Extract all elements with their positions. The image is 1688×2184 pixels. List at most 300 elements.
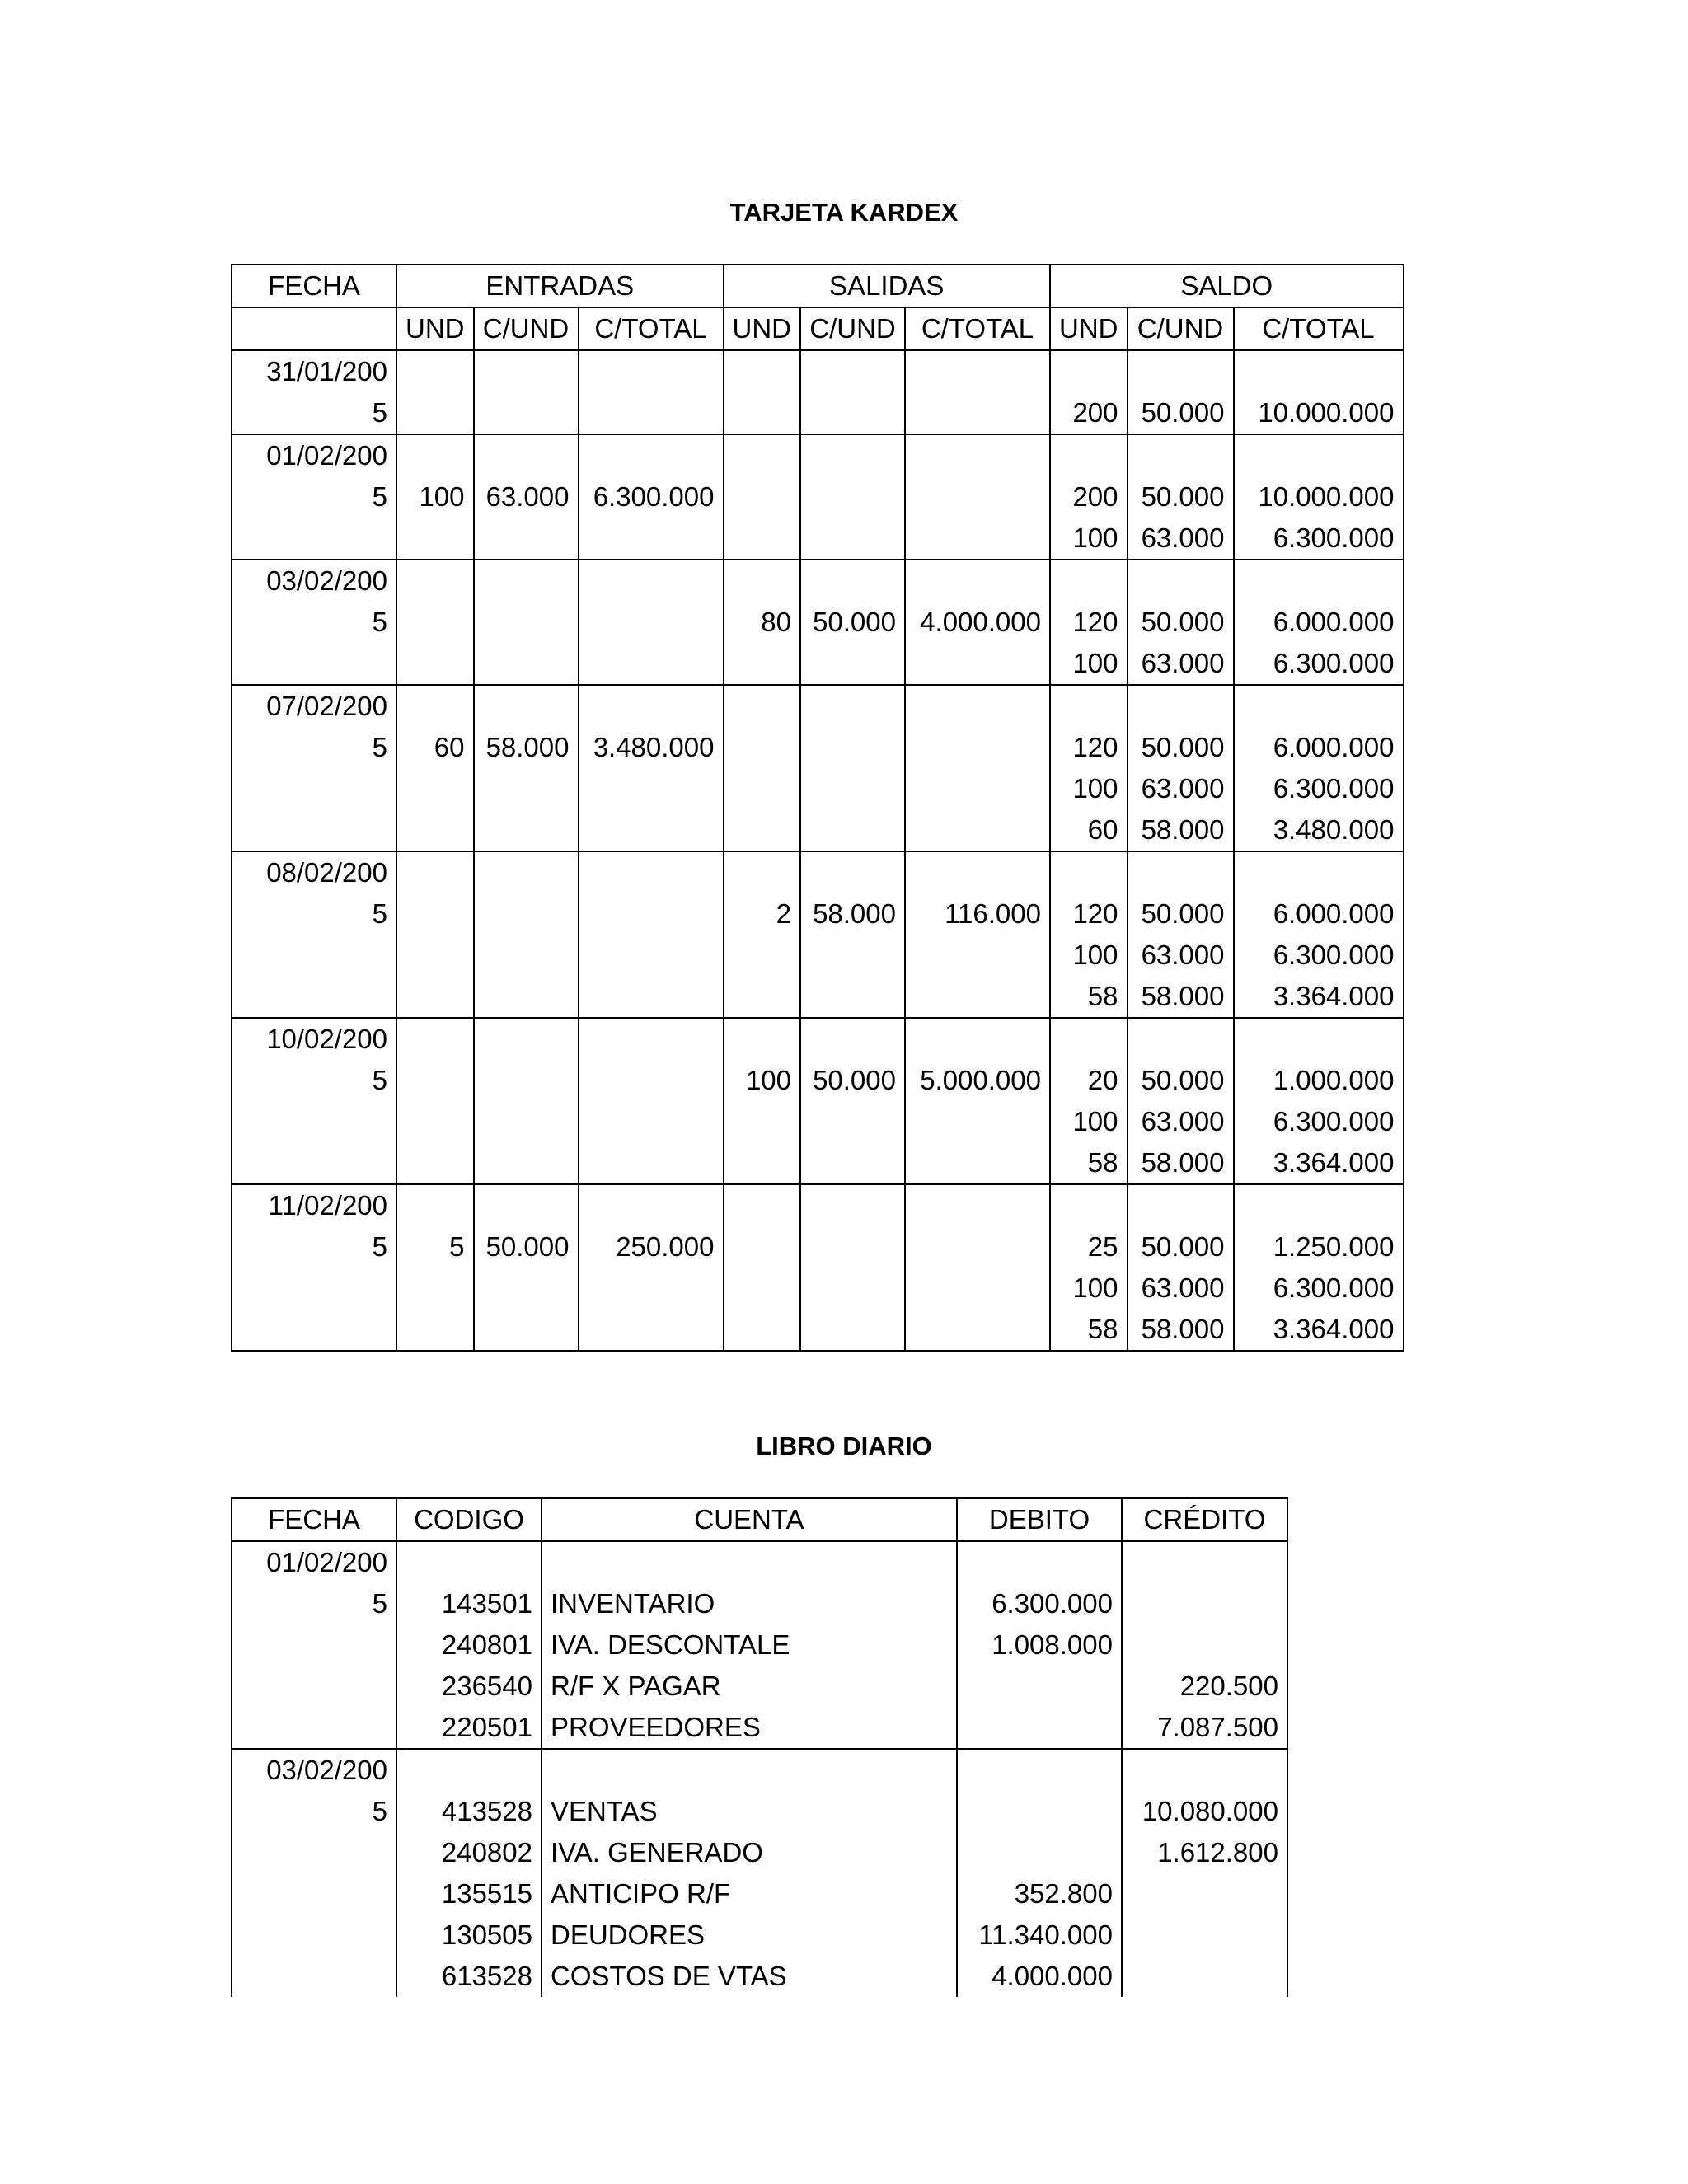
kardex-subheader-salidas-cund: C/UND [800, 307, 905, 350]
saldo-ctotal: 10.000.000 [1234, 392, 1404, 434]
saldo-cund: 50.000 [1128, 392, 1234, 434]
kardex-cell-empty [905, 1018, 1050, 1060]
kardex-row [232, 643, 1404, 685]
kardex-date: 5 [232, 1226, 396, 1268]
diario-date: 03/02/200 [232, 1749, 396, 1791]
kardex-cell-empty [800, 350, 905, 392]
entrada-ctotal: 250.000 [579, 1226, 724, 1268]
kardex-cell-empty [396, 935, 474, 976]
kardex-cell-empty [800, 1018, 905, 1060]
saldo-cund: 50.000 [1128, 602, 1234, 643]
kardex-date: 5 [232, 727, 396, 768]
diario-header-fecha: FECHA [232, 1498, 396, 1541]
kardex-cell-empty [579, 935, 724, 976]
kardex-date: 08/02/200 [232, 851, 396, 893]
diario-cuenta: COSTOS DE VTAS [542, 1956, 957, 1997]
diario-cuenta: VENTAS [542, 1791, 957, 1832]
kardex-cell-empty [1128, 851, 1234, 893]
kardex-date: 07/02/200 [232, 685, 396, 727]
salida-cund: 50.000 [800, 1060, 905, 1101]
saldo-und: 120 [1050, 602, 1128, 643]
kardex-cell-empty [232, 976, 396, 1018]
saldo-cund: 63.000 [1128, 518, 1234, 560]
diario-cell-empty [232, 1956, 396, 1997]
kardex-cell-empty [1050, 434, 1128, 476]
entrada-ctotal: 3.480.000 [579, 727, 724, 768]
diario-codigo: 240801 [396, 1624, 542, 1666]
diario-row [232, 1624, 1287, 1666]
saldo-ctotal: 1.000.000 [1234, 1060, 1404, 1101]
diario-row [232, 1749, 1287, 1791]
kardex-subheader-row [232, 307, 1404, 350]
kardex-cell-empty [1234, 350, 1404, 392]
entrada-und: 60 [396, 727, 474, 768]
diario-credito [1122, 1915, 1287, 1956]
kardex-cell-empty [724, 976, 801, 1018]
kardex-cell-empty [800, 1142, 905, 1184]
kardex-cell-empty [905, 809, 1050, 851]
diario-cuenta: PROVEEDORES [542, 1707, 957, 1749]
kardex-cell-empty [396, 1184, 474, 1226]
saldo-ctotal: 6.300.000 [1234, 935, 1404, 976]
saldo-cund: 50.000 [1128, 1226, 1234, 1268]
kardex-cell-empty [232, 1142, 396, 1184]
kardex-row [232, 809, 1404, 851]
diario-debito [957, 1666, 1122, 1707]
salida-ctotal [905, 476, 1050, 518]
kardex-cell-empty [232, 935, 396, 976]
kardex-row [232, 602, 1404, 643]
entrada-ctotal [579, 392, 724, 434]
saldo-und: 100 [1050, 1268, 1128, 1309]
saldo-und: 25 [1050, 1226, 1128, 1268]
salida-und [724, 392, 801, 434]
diario-credito [1122, 1873, 1287, 1915]
diario-date: 5 [232, 1583, 396, 1624]
kardex-cell-empty [474, 976, 579, 1018]
diario-debito: 1.008.000 [957, 1624, 1122, 1666]
kardex-row [232, 1184, 1404, 1226]
kardex-cell-empty [1234, 1184, 1404, 1226]
kardex-subheader-saldo-cund: C/UND [1128, 307, 1234, 350]
kardex-cell-empty [724, 768, 801, 809]
kardex-row [232, 1226, 1404, 1268]
diario-row [232, 1666, 1287, 1707]
diario-cell-empty [396, 1541, 542, 1583]
kardex-row [232, 935, 1404, 976]
saldo-cund: 50.000 [1128, 727, 1234, 768]
kardex-subheader-entradas-und: UND [396, 307, 474, 350]
kardex-cell-empty [474, 851, 579, 893]
kardex-cell-empty [232, 768, 396, 809]
diario-row [232, 1541, 1287, 1583]
kardex-row [232, 392, 1404, 434]
saldo-cund: 63.000 [1128, 935, 1234, 976]
kardex-cell-empty [905, 1184, 1050, 1226]
diario-cell-empty [1122, 1541, 1287, 1583]
kardex-row [232, 476, 1404, 518]
saldo-ctotal: 6.000.000 [1234, 893, 1404, 935]
saldo-ctotal: 6.300.000 [1234, 1101, 1404, 1142]
kardex-subheader-empty [232, 307, 396, 350]
kardex-cell-empty [396, 685, 474, 727]
saldo-ctotal: 6.000.000 [1234, 727, 1404, 768]
kardex-cell-empty [800, 1309, 905, 1351]
salida-cund: 58.000 [800, 893, 905, 935]
diario-credito [1122, 1583, 1287, 1624]
saldo-und: 60 [1050, 809, 1128, 851]
salida-und: 100 [724, 1060, 801, 1101]
kardex-cell-empty [800, 768, 905, 809]
kardex-row [232, 1018, 1404, 1060]
kardex-cell-empty [905, 518, 1050, 560]
kardex-row [232, 350, 1404, 392]
kardex-cell-empty [232, 1268, 396, 1309]
saldo-ctotal: 6.300.000 [1234, 643, 1404, 685]
kardex-row [232, 518, 1404, 560]
kardex-cell-empty [724, 434, 801, 476]
kardex-cell-empty [724, 685, 801, 727]
kardex-subheader-saldo-ctotal: C/TOTAL [1234, 307, 1404, 350]
diario-table [231, 1497, 1288, 1997]
kardex-cell-empty [1128, 560, 1234, 602]
kardex-date: 5 [232, 1060, 396, 1101]
kardex-row [232, 851, 1404, 893]
kardex-cell-empty [474, 1018, 579, 1060]
kardex-cell-empty [1234, 1018, 1404, 1060]
kardex-date: 11/02/200 [232, 1184, 396, 1226]
diario-cuenta: IVA. GENERADO [542, 1832, 957, 1873]
kardex-header-fecha: FECHA [232, 265, 396, 307]
diario-cuenta: ANTICIPO R/F [542, 1873, 957, 1915]
kardex-cell-empty [474, 1268, 579, 1309]
kardex-cell-empty [396, 350, 474, 392]
saldo-und: 200 [1050, 392, 1128, 434]
saldo-cund: 50.000 [1128, 476, 1234, 518]
salida-cund [800, 1226, 905, 1268]
saldo-ctotal: 3.364.000 [1234, 1309, 1404, 1351]
saldo-cund: 58.000 [1128, 1309, 1234, 1351]
kardex-date: 5 [232, 392, 396, 434]
diario-cell-empty [396, 1749, 542, 1791]
salida-cund [800, 476, 905, 518]
kardex-cell-empty [1128, 350, 1234, 392]
entrada-und: 100 [396, 476, 474, 518]
diario-row [232, 1707, 1287, 1749]
saldo-cund: 63.000 [1128, 1268, 1234, 1309]
entrada-ctotal: 6.300.000 [579, 476, 724, 518]
kardex-cell-empty [232, 1309, 396, 1351]
entrada-cund: 58.000 [474, 727, 579, 768]
entrada-ctotal [579, 602, 724, 643]
kardex-cell-empty [474, 768, 579, 809]
kardex-subheader-salidas-und: UND [724, 307, 801, 350]
kardex-cell-empty [1234, 685, 1404, 727]
kardex-cell-empty [396, 560, 474, 602]
kardex-cell-empty [905, 1268, 1050, 1309]
kardex-cell-empty [905, 560, 1050, 602]
kardex-cell-empty [724, 1184, 801, 1226]
salida-ctotal: 5.000.000 [905, 1060, 1050, 1101]
kardex-cell-empty [800, 1184, 905, 1226]
diario-date: 01/02/200 [232, 1541, 396, 1583]
diario-debito [957, 1707, 1122, 1749]
kardex-cell-empty [579, 1101, 724, 1142]
kardex-cell-empty [1050, 1184, 1128, 1226]
kardex-cell-empty [396, 1309, 474, 1351]
diario-cuenta: IVA. DESCONTALE [542, 1624, 957, 1666]
diario-codigo: 613528 [396, 1956, 542, 1997]
kardex-cell-empty [724, 935, 801, 976]
kardex-cell-empty [579, 976, 724, 1018]
saldo-cund: 58.000 [1128, 809, 1234, 851]
saldo-cund: 50.000 [1128, 1060, 1234, 1101]
kardex-date: 10/02/200 [232, 1018, 396, 1060]
salida-und: 2 [724, 893, 801, 935]
diario-codigo: 413528 [396, 1791, 542, 1832]
diario-credito: 10.080.000 [1122, 1791, 1287, 1832]
salida-ctotal [905, 1226, 1050, 1268]
kardex-cell-empty [474, 809, 579, 851]
diario-row [232, 1791, 1287, 1832]
kardex-cell-empty [1128, 685, 1234, 727]
kardex-cell-empty [724, 1142, 801, 1184]
kardex-row [232, 685, 1404, 727]
diario-credito [1122, 1956, 1287, 1997]
salida-ctotal: 116.000 [905, 893, 1050, 935]
kardex-date: 01/02/200 [232, 434, 396, 476]
kardex-cell-empty [905, 768, 1050, 809]
kardex-cell-empty [579, 518, 724, 560]
kardex-cell-empty [1234, 560, 1404, 602]
diario-credito [1122, 1624, 1287, 1666]
kardex-cell-empty [905, 976, 1050, 1018]
salida-cund [800, 392, 905, 434]
diario-cell-empty [1122, 1749, 1287, 1791]
diario-debito: 11.340.000 [957, 1915, 1122, 1956]
kardex-cell-empty [724, 809, 801, 851]
salida-und [724, 727, 801, 768]
kardex-cell-empty [474, 935, 579, 976]
kardex-cell-empty [905, 643, 1050, 685]
diario-cell-empty [232, 1873, 396, 1915]
diario-credito: 7.087.500 [1122, 1707, 1287, 1749]
kardex-cell-empty [232, 809, 396, 851]
saldo-ctotal: 3.364.000 [1234, 976, 1404, 1018]
salida-und: 80 [724, 602, 801, 643]
kardex-cell-empty [396, 1018, 474, 1060]
kardex-row [232, 1060, 1404, 1101]
kardex-cell-empty [800, 685, 905, 727]
kardex-cell-empty [905, 1309, 1050, 1351]
kardex-cell-empty [474, 1101, 579, 1142]
kardex-cell-empty [800, 434, 905, 476]
kardex-cell-empty [724, 1018, 801, 1060]
kardex-row [232, 893, 1404, 935]
diario-row [232, 1583, 1287, 1624]
kardex-row [232, 1309, 1404, 1351]
entrada-cund [474, 893, 579, 935]
diario-cell-empty [542, 1541, 957, 1583]
entrada-und [396, 392, 474, 434]
diario-cell-empty [232, 1666, 396, 1707]
kardex-cell-empty [800, 935, 905, 976]
salida-und [724, 1226, 801, 1268]
kardex-cell-empty [800, 1268, 905, 1309]
entrada-und: 5 [396, 1226, 474, 1268]
kardex-cell-empty [905, 1142, 1050, 1184]
diario-header-row [232, 1498, 1287, 1541]
saldo-ctotal: 6.300.000 [1234, 518, 1404, 560]
kardex-header-saldo: SALDO [1050, 265, 1404, 307]
diario-cell-empty [232, 1624, 396, 1666]
kardex-cell-empty [1050, 851, 1128, 893]
kardex-cell-empty [1050, 685, 1128, 727]
kardex-cell-empty [905, 851, 1050, 893]
kardex-cell-empty [579, 1184, 724, 1226]
kardex-cell-empty [905, 350, 1050, 392]
kardex-cell-empty [1050, 560, 1128, 602]
diario-date: 5 [232, 1791, 396, 1832]
kardex-cell-empty [800, 976, 905, 1018]
kardex-cell-empty [396, 434, 474, 476]
salida-cund: 50.000 [800, 602, 905, 643]
kardex-header-entradas: ENTRADAS [396, 265, 724, 307]
diario-credito: 220.500 [1122, 1666, 1287, 1707]
kardex-subheader-entradas-cund: C/UND [474, 307, 579, 350]
kardex-cell-empty [396, 1101, 474, 1142]
kardex-cell-empty [1234, 434, 1404, 476]
kardex-cell-empty [474, 1309, 579, 1351]
kardex-row [232, 976, 1404, 1018]
kardex-cell-empty [905, 935, 1050, 976]
kardex-cell-empty [474, 434, 579, 476]
entrada-cund [474, 1060, 579, 1101]
kardex-cell-empty [800, 851, 905, 893]
entrada-und [396, 602, 474, 643]
diario-row [232, 1956, 1287, 1997]
diario-cuenta: DEUDORES [542, 1915, 957, 1956]
diario-row [232, 1915, 1287, 1956]
kardex-cell-empty [800, 1101, 905, 1142]
diario-codigo: 220501 [396, 1707, 542, 1749]
kardex-cell-empty [800, 643, 905, 685]
kardex-cell-empty [724, 851, 801, 893]
kardex-table [231, 264, 1404, 1352]
kardex-cell-empty [474, 518, 579, 560]
kardex-date: 5 [232, 893, 396, 935]
saldo-ctotal: 1.250.000 [1234, 1226, 1404, 1268]
kardex-cell-empty [579, 350, 724, 392]
diario-title: LIBRO DIARIO [756, 1432, 932, 1460]
kardex-cell-empty [396, 809, 474, 851]
diario-codigo: 143501 [396, 1583, 542, 1624]
kardex-cell-empty [474, 560, 579, 602]
kardex-cell-empty [724, 350, 801, 392]
salida-cund [800, 727, 905, 768]
kardex-cell-empty [1128, 1184, 1234, 1226]
kardex-cell-empty [905, 1101, 1050, 1142]
kardex-cell-empty [1050, 350, 1128, 392]
kardex-cell-empty [579, 809, 724, 851]
entrada-ctotal [579, 1060, 724, 1101]
diario-row [232, 1873, 1287, 1915]
kardex-row [232, 434, 1404, 476]
kardex-cell-empty [396, 976, 474, 1018]
saldo-und: 58 [1050, 1309, 1128, 1351]
kardex-cell-empty [396, 518, 474, 560]
saldo-und: 120 [1050, 727, 1128, 768]
kardex-date: 5 [232, 476, 396, 518]
saldo-und: 20 [1050, 1060, 1128, 1101]
diario-debito: 4.000.000 [957, 1956, 1122, 1997]
saldo-ctotal: 6.300.000 [1234, 768, 1404, 809]
entrada-cund [474, 392, 579, 434]
kardex-cell-empty [232, 643, 396, 685]
kardex-date: 5 [232, 602, 396, 643]
saldo-cund: 63.000 [1128, 643, 1234, 685]
diario-debito: 6.300.000 [957, 1583, 1122, 1624]
saldo-und: 200 [1050, 476, 1128, 518]
saldo-cund: 63.000 [1128, 1101, 1234, 1142]
saldo-ctotal: 10.000.000 [1234, 476, 1404, 518]
salida-ctotal [905, 727, 1050, 768]
kardex-cell-empty [1128, 434, 1234, 476]
diario-header-credito: CRÉDITO [1122, 1498, 1287, 1541]
kardex-cell-empty [579, 434, 724, 476]
diario-debito [957, 1791, 1122, 1832]
kardex-cell-empty [724, 518, 801, 560]
kardex-cell-empty [474, 350, 579, 392]
kardex-row [232, 727, 1404, 768]
kardex-row [232, 768, 1404, 809]
kardex-cell-empty [396, 851, 474, 893]
diario-cell-empty [542, 1749, 957, 1791]
diario-cell-empty [957, 1749, 1122, 1791]
kardex-cell-empty [905, 434, 1050, 476]
kardex-title: TARJETA KARDEX [729, 198, 959, 227]
saldo-und: 58 [1050, 976, 1128, 1018]
entrada-cund [474, 602, 579, 643]
salida-ctotal [905, 392, 1050, 434]
kardex-cell-empty [396, 1142, 474, 1184]
diario-cuenta: INVENTARIO [542, 1583, 957, 1624]
kardex-cell-empty [474, 1142, 579, 1184]
kardex-row [232, 1268, 1404, 1309]
kardex-cell-empty [579, 768, 724, 809]
kardex-cell-empty [579, 851, 724, 893]
kardex-cell-empty [232, 1101, 396, 1142]
kardex-cell-empty [724, 1268, 801, 1309]
saldo-und: 100 [1050, 518, 1128, 560]
kardex-cell-empty [579, 1268, 724, 1309]
salida-und [724, 476, 801, 518]
diario-row [232, 1832, 1287, 1873]
diario-codigo: 240802 [396, 1832, 542, 1873]
kardex-date: 03/02/200 [232, 560, 396, 602]
saldo-cund: 58.000 [1128, 976, 1234, 1018]
kardex-cell-empty [724, 560, 801, 602]
kardex-row [232, 560, 1404, 602]
kardex-header-salidas: SALIDAS [724, 265, 1051, 307]
saldo-ctotal: 6.000.000 [1234, 602, 1404, 643]
kardex-cell-empty [724, 1309, 801, 1351]
saldo-und: 100 [1050, 768, 1128, 809]
diario-debito: 352.800 [957, 1873, 1122, 1915]
kardex-cell-empty [579, 643, 724, 685]
diario-cell-empty [957, 1541, 1122, 1583]
kardex-cell-empty [1128, 1018, 1234, 1060]
